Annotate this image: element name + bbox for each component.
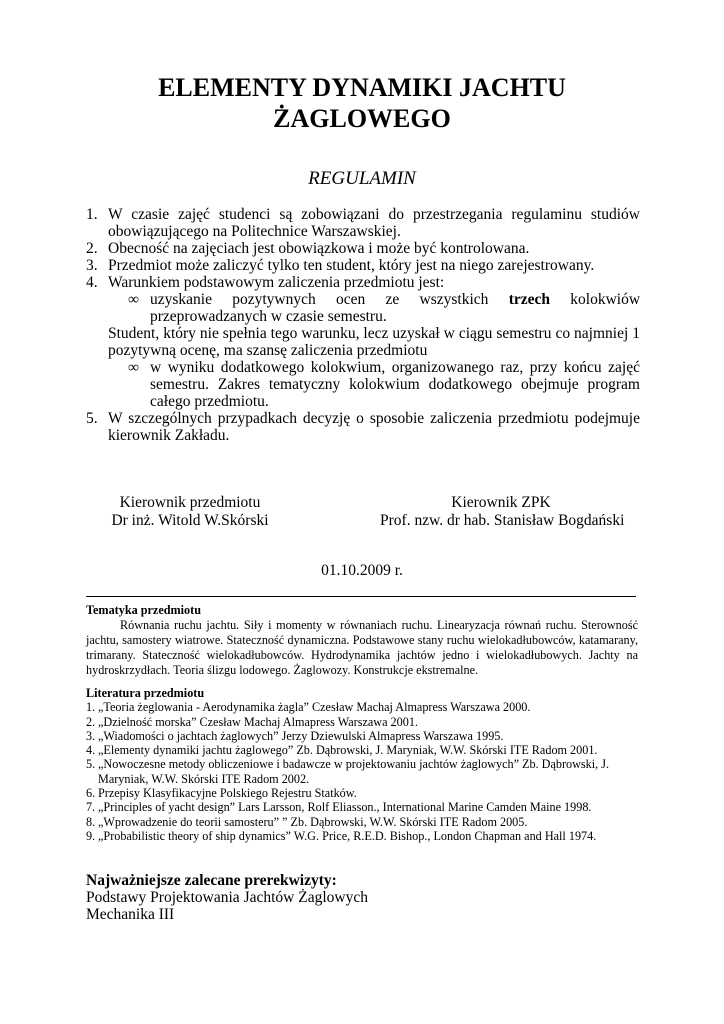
literature-text: „Wprowadzenie do teorii samosteru” ” Zb. Dąbrowski, W.W. Skórski ITE Radom 2005. xyxy=(98,814,528,829)
rule-number: 3. xyxy=(86,257,98,274)
rule-text: Warunkiem podstawowym zaliczenia przedmiotu jest: xyxy=(108,274,445,291)
topic-heading: Tematyka przedmiotu xyxy=(86,603,201,617)
prerequisite-item: Mechanika III xyxy=(86,906,175,923)
signature-role: Kierownik przedmiotu xyxy=(119,494,261,511)
rule-number: 2. xyxy=(86,240,98,257)
literature-item xyxy=(86,815,646,829)
topic-text: Równania ruchu jachtu. Siły i momenty w równaniach ruchu. Linearyzacja równań ruchu. Sterowność jachtu, samostery wiatrowe. Stateczność dynamiczna. Podstawowe stany ruchu wielokadłubowców, katamarany, trimarany. Stateczność wielokadłubowców. Hydrodynamika jachtów jedno i wielokadłubowych. Jachty na hydroskrzydłach. Teoria ślizgu lodowego. Żaglowozy. Konstrukcje ekstremalne. xyxy=(86,618,638,677)
literature-text: Przepisy Klasyfikacyjne Polskiego Rejestru Statków. xyxy=(98,786,357,801)
rule-number: 5. xyxy=(86,410,98,427)
rule-4-note: Student, który nie spełnia tego warunku, lecz uzyskał w ciągu semestru co najmniej 1 pozytywną ocenę, ma szansę zaliczenia przedmiotu xyxy=(108,325,640,359)
rule-4-bullet-2 xyxy=(128,359,640,410)
rule-item-3 xyxy=(86,257,640,274)
prerequisites-heading: Najważniejsze zalecane prerekwizyty: xyxy=(86,872,337,889)
literature-number: 9. xyxy=(86,828,96,843)
literature-number: 8. xyxy=(86,814,96,829)
rule-text: W szczególnych przypadkach decyzję o sposobie zaliczenia przedmiotu podejmuje kierownik Zakładu. xyxy=(108,410,640,444)
bullet-text-end: kolokwiów przeprowadzanych w czasie semestru. xyxy=(150,291,641,325)
literature-item xyxy=(86,786,646,800)
literature-item xyxy=(86,715,646,729)
document-date: 01.10.2009 r. xyxy=(321,562,403,579)
literature-text: „Dzielność morska” Czesław Machaj Almapress Warszawa 2001. xyxy=(98,714,418,729)
topic-section xyxy=(86,603,638,678)
literature-item xyxy=(86,800,646,814)
rule-text: Obecność na zajęciach jest obowiązkowa i może być kontrolowana. xyxy=(108,240,530,257)
literature-text: „Teoria żeglowania - Aerodynamika żagla” Czesław Machaj Almapress Warszawa 2000. xyxy=(98,700,531,715)
bullet-text: w wyniku dodatkowego kolokwium, organizowanego raz, przy końcu zajęć semestru. Zakres tematyczny kolokwium dodatkowego obejmuje program całego przedmiotu. xyxy=(150,359,640,410)
signature-right xyxy=(380,494,625,530)
bullet-text-start: uzyskanie pozytywnych ocen ze wszystkich xyxy=(150,291,509,308)
literature-number: 3. xyxy=(86,728,96,743)
literature-item xyxy=(86,757,646,786)
signature-left xyxy=(100,494,280,530)
literature-number: 5. xyxy=(86,757,96,772)
literature-number: 2. xyxy=(86,714,96,729)
horizontal-divider xyxy=(86,596,636,597)
rules-list xyxy=(86,206,640,444)
prerequisites-section xyxy=(86,872,646,923)
title-line-2: ŻAGLOWEGO xyxy=(273,104,451,133)
rule-item-2 xyxy=(86,240,640,257)
bullet-text xyxy=(150,291,640,325)
literature-number: 6. xyxy=(86,786,96,801)
bullet-text-bold: trzech xyxy=(508,291,550,308)
signature-name: Dr inż. Witold W.Skórski xyxy=(111,512,269,529)
literature-text: „Nowoczesne metody obliczeniowe i badawcze w projektowaniu jachtów żaglowych” Zb. Dąbrowski, J. Maryniak, W.W. Skórski ITE Radom 2002. xyxy=(98,757,610,786)
infinity-bullet-icon: ∞ xyxy=(128,291,140,308)
signature-role: Kierownik ZPK xyxy=(451,494,551,511)
rule-item-4 xyxy=(86,274,640,291)
document-title xyxy=(0,72,724,134)
infinity-bullet-icon: ∞ xyxy=(128,359,140,376)
document-subtitle: REGULAMIN xyxy=(308,168,416,189)
literature-item xyxy=(86,729,646,743)
literature-number: 7. xyxy=(86,800,96,815)
title-line-1: ELEMENTY DYNAMIKI JACHTU xyxy=(158,73,566,102)
rule-4-bullet-1 xyxy=(128,291,640,325)
literature-section xyxy=(86,686,646,843)
literature-item xyxy=(86,829,646,843)
rule-number: 1. xyxy=(86,206,98,223)
rule-item-5 xyxy=(86,410,640,444)
literature-text: „Wiadomości o jachtach żaglowych” Jerzy Dziewulski Almapress Warszawa 1995. xyxy=(98,728,504,743)
literature-text: „Elementy dynamiki jachtu żaglowego” Zb. Dąbrowski, J. Maryniak, W.W. Skórski ITE Radom 2001. xyxy=(98,743,598,758)
literature-number: 4. xyxy=(86,743,96,758)
rule-text: W czasie zajęć studenci są zobowiązani do przestrzegania regulaminu studiów obowiązującego na Politechnice Warszawskiej. xyxy=(108,206,640,240)
rule-number: 4. xyxy=(86,274,98,291)
literature-number: 1. xyxy=(86,700,96,715)
literature-item xyxy=(86,743,646,757)
literature-item xyxy=(86,700,646,714)
rule-item-1 xyxy=(86,206,640,240)
rule-text: Przedmiot może zaliczyć tylko ten student, który jest na niego zarejestrowany. xyxy=(108,257,595,274)
literature-text: „Probabilistic theory of ship dynamics” W.G. Price, R.E.D. Bishop., London Chapman and Hall 1974. xyxy=(98,828,597,843)
signature-name: Prof. nzw. dr hab. Stanisław Bogdański xyxy=(380,512,625,529)
literature-heading: Literatura przedmiotu xyxy=(86,686,205,700)
prerequisite-item: Podstawy Projektowania Jachtów Żaglowych xyxy=(86,889,368,906)
literature-text: „Principles of yacht design” Lars Larsson, Rolf Eliasson., International Marine Camden Maine 1998. xyxy=(98,800,592,815)
